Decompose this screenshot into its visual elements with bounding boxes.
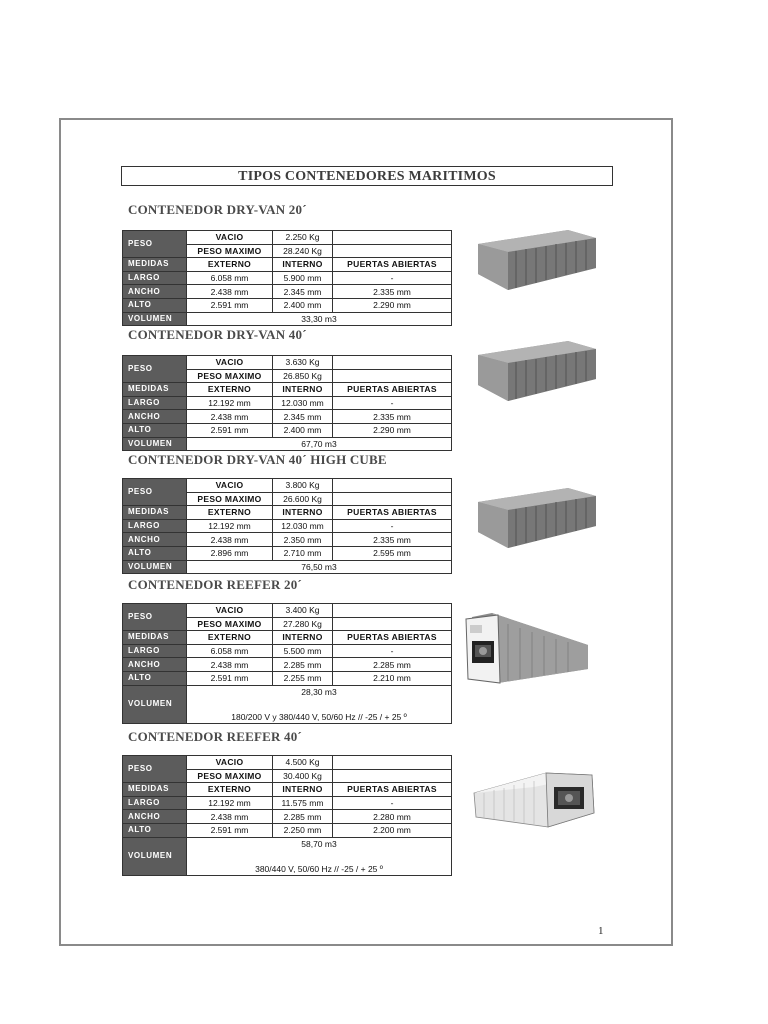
cell: -: [333, 396, 452, 410]
spec-table: [122, 755, 452, 876]
cell: 2.290 mm: [333, 423, 452, 437]
cell: 28.240 Kg: [273, 244, 333, 258]
column-header: EXTERNO: [187, 258, 273, 272]
cell: 2.591 mm: [187, 671, 273, 685]
column-header: PUERTAS ABIERTAS: [333, 383, 452, 397]
cell: PESO MAXIMO: [187, 369, 273, 383]
volume-cell: [187, 837, 452, 875]
section-title: CONTENEDOR DRY-VAN 40´ HIGH CUBE: [128, 452, 387, 467]
cell: 2.438 mm: [187, 810, 273, 824]
cell: 3.630 Kg: [273, 356, 333, 370]
cell: 2.438 mm: [187, 533, 273, 547]
cell: 2.591 mm: [187, 298, 273, 312]
table-row: [123, 783, 452, 797]
cell: [333, 231, 452, 245]
table-row: [123, 258, 452, 272]
cell: 2.335 mm: [333, 533, 452, 547]
table-row: [123, 298, 452, 312]
table-row: [123, 631, 452, 645]
volume-cell: 76,50 m3: [187, 560, 452, 574]
row-label: ALTO: [123, 423, 187, 437]
cell: VACIO: [187, 604, 273, 618]
table-row: [123, 685, 452, 723]
row-label: ALTO: [123, 298, 187, 312]
table-row: [123, 671, 452, 685]
cell: PESO MAXIMO: [187, 769, 273, 783]
column-header: EXTERNO: [187, 506, 273, 520]
row-label: LARGO: [123, 271, 187, 285]
table-row: [123, 479, 452, 493]
cell: 2.438 mm: [187, 658, 273, 672]
cell: 12.192 mm: [187, 796, 273, 810]
cell: [333, 492, 452, 506]
cell: VACIO: [187, 756, 273, 770]
cell: 2.285 mm: [333, 658, 452, 672]
table-row: [123, 519, 452, 533]
row-label: PESO: [123, 356, 187, 383]
row-label: MEDIDAS: [123, 506, 187, 520]
cell: 12.030 mm: [273, 519, 333, 533]
cell: VACIO: [187, 356, 273, 370]
cell: 3.800 Kg: [273, 479, 333, 493]
cell: 3.400 Kg: [273, 604, 333, 618]
cell: 2.200 mm: [333, 823, 452, 837]
table-row: [123, 810, 452, 824]
table-row: [123, 837, 452, 875]
row-label: ALTO: [123, 671, 187, 685]
volume-value: 28,30 m3: [301, 686, 337, 697]
row-label: ALTO: [123, 823, 187, 837]
column-header: INTERNO: [273, 783, 333, 797]
column-header: PUERTAS ABIERTAS: [333, 631, 452, 645]
spec-table: [122, 478, 452, 574]
column-header: INTERNO: [273, 383, 333, 397]
cell: PESO MAXIMO: [187, 492, 273, 506]
cell: -: [333, 796, 452, 810]
cell: 2.345 mm: [273, 285, 333, 299]
row-label: LARGO: [123, 396, 187, 410]
row-label: VOLUMEN: [123, 560, 187, 574]
table-row: [123, 823, 452, 837]
row-label: VOLUMEN: [123, 437, 187, 451]
cell: 2.591 mm: [187, 423, 273, 437]
table-row: [123, 604, 452, 618]
cell: 6.058 mm: [187, 644, 273, 658]
table-row: [123, 506, 452, 520]
cell: 2.335 mm: [333, 285, 452, 299]
cell: -: [333, 519, 452, 533]
cell: [333, 244, 452, 258]
cell: 2.595 mm: [333, 546, 452, 560]
cell: [333, 604, 452, 618]
row-label: ANCHO: [123, 658, 187, 672]
cell: 2.335 mm: [333, 410, 452, 424]
table-row: [123, 396, 452, 410]
table-row: [123, 423, 452, 437]
cell: VACIO: [187, 479, 273, 493]
volume-cell: 33,30 m3: [187, 312, 452, 326]
table-row: [123, 658, 452, 672]
cell: 2.438 mm: [187, 410, 273, 424]
cell: 11.575 mm: [273, 796, 333, 810]
row-label: MEDIDAS: [123, 631, 187, 645]
section-title: CONTENEDOR REEFER 20´: [128, 577, 302, 592]
column-header: INTERNO: [273, 506, 333, 520]
dry-van-container-image: [472, 228, 602, 294]
dry-van-container-image: [472, 339, 602, 405]
section-title: CONTENEDOR DRY-VAN 40´: [128, 327, 307, 342]
column-header: EXTERNO: [187, 783, 273, 797]
spec-table: [122, 230, 452, 326]
column-header: INTERNO: [273, 258, 333, 272]
table-row: [123, 356, 452, 370]
spec-table: [122, 355, 452, 451]
table-row: [123, 533, 452, 547]
column-header: PUERTAS ABIERTAS: [333, 506, 452, 520]
cell: 26.600 Kg: [273, 492, 333, 506]
power-spec: 180/200 V y 380/440 V, 50/60 Hz // -25 / + 25 º: [231, 711, 407, 722]
volume-cell: 67,70 m3: [187, 437, 452, 451]
row-label: MEDIDAS: [123, 258, 187, 272]
reefer-40-container-image: [470, 767, 602, 831]
volume-value: 58,70 m3: [301, 838, 337, 849]
row-label: MEDIDAS: [123, 783, 187, 797]
row-label: MEDIDAS: [123, 383, 187, 397]
cell: 12.192 mm: [187, 396, 273, 410]
section-title: CONTENEDOR DRY-VAN 20´: [128, 202, 307, 217]
table-row: [123, 271, 452, 285]
cell: 30.400 Kg: [273, 769, 333, 783]
cell: [333, 617, 452, 631]
row-label: PESO: [123, 479, 187, 506]
cell: 5.900 mm: [273, 271, 333, 285]
cell: -: [333, 271, 452, 285]
cell: 2.285 mm: [273, 810, 333, 824]
high-cube-container-image: [472, 486, 602, 552]
cell: 6.058 mm: [187, 271, 273, 285]
table-row: [123, 312, 452, 326]
cell: [333, 479, 452, 493]
row-label: LARGO: [123, 796, 187, 810]
row-label: ALTO: [123, 546, 187, 560]
cell: 2.280 mm: [333, 810, 452, 824]
cell: 2.400 mm: [273, 423, 333, 437]
volume-cell: [187, 685, 452, 723]
row-label: LARGO: [123, 519, 187, 533]
cell: -: [333, 644, 452, 658]
cell: 2.710 mm: [273, 546, 333, 560]
cell: [333, 369, 452, 383]
cell: 2.210 mm: [333, 671, 452, 685]
section-title: CONTENEDOR REEFER 40´: [128, 729, 302, 744]
cell: 27.280 Kg: [273, 617, 333, 631]
document-title: TIPOS CONTENEDORES MARITIMOS: [121, 166, 613, 186]
cell: 26.850 Kg: [273, 369, 333, 383]
cell: 12.192 mm: [187, 519, 273, 533]
table-row: [123, 644, 452, 658]
table-row: [123, 756, 452, 770]
cell: PESO MAXIMO: [187, 617, 273, 631]
row-label: VOLUMEN: [123, 685, 187, 723]
cell: 2.290 mm: [333, 298, 452, 312]
row-label: PESO: [123, 604, 187, 631]
page-number: 1: [598, 925, 604, 937]
cell: 2.400 mm: [273, 298, 333, 312]
cell: 2.591 mm: [187, 823, 273, 837]
cell: 2.250 Kg: [273, 231, 333, 245]
row-label: ANCHO: [123, 285, 187, 299]
table-row: [123, 285, 452, 299]
row-label: VOLUMEN: [123, 312, 187, 326]
row-label: PESO: [123, 756, 187, 783]
cell: 5.500 mm: [273, 644, 333, 658]
table-row: [123, 560, 452, 574]
cell: 2.285 mm: [273, 658, 333, 672]
table-row: [123, 546, 452, 560]
row-label: VOLUMEN: [123, 837, 187, 875]
column-header: EXTERNO: [187, 383, 273, 397]
row-label: LARGO: [123, 644, 187, 658]
power-spec: 380/440 V, 50/60 Hz // -25 / + 25 º: [255, 863, 383, 874]
table-row: [123, 437, 452, 451]
cell: 2.438 mm: [187, 285, 273, 299]
row-label: ANCHO: [123, 810, 187, 824]
cell: [333, 756, 452, 770]
row-label: PESO: [123, 231, 187, 258]
cell: VACIO: [187, 231, 273, 245]
cell: 2.255 mm: [273, 671, 333, 685]
column-header: PUERTAS ABIERTAS: [333, 783, 452, 797]
column-header: INTERNO: [273, 631, 333, 645]
cell: PESO MAXIMO: [187, 244, 273, 258]
column-header: EXTERNO: [187, 631, 273, 645]
cell: [333, 356, 452, 370]
table-row: [123, 410, 452, 424]
cell: 2.350 mm: [273, 533, 333, 547]
cell: 2.345 mm: [273, 410, 333, 424]
row-label: ANCHO: [123, 533, 187, 547]
cell: 2.250 mm: [273, 823, 333, 837]
cell: [333, 769, 452, 783]
cell: 2.896 mm: [187, 546, 273, 560]
cell: 12.030 mm: [273, 396, 333, 410]
reefer-container-image: [462, 611, 592, 687]
table-row: [123, 796, 452, 810]
table-row: [123, 231, 452, 245]
table-row: [123, 383, 452, 397]
column-header: PUERTAS ABIERTAS: [333, 258, 452, 272]
cell: 4.500 Kg: [273, 756, 333, 770]
spec-table: [122, 603, 452, 724]
row-label: ANCHO: [123, 410, 187, 424]
